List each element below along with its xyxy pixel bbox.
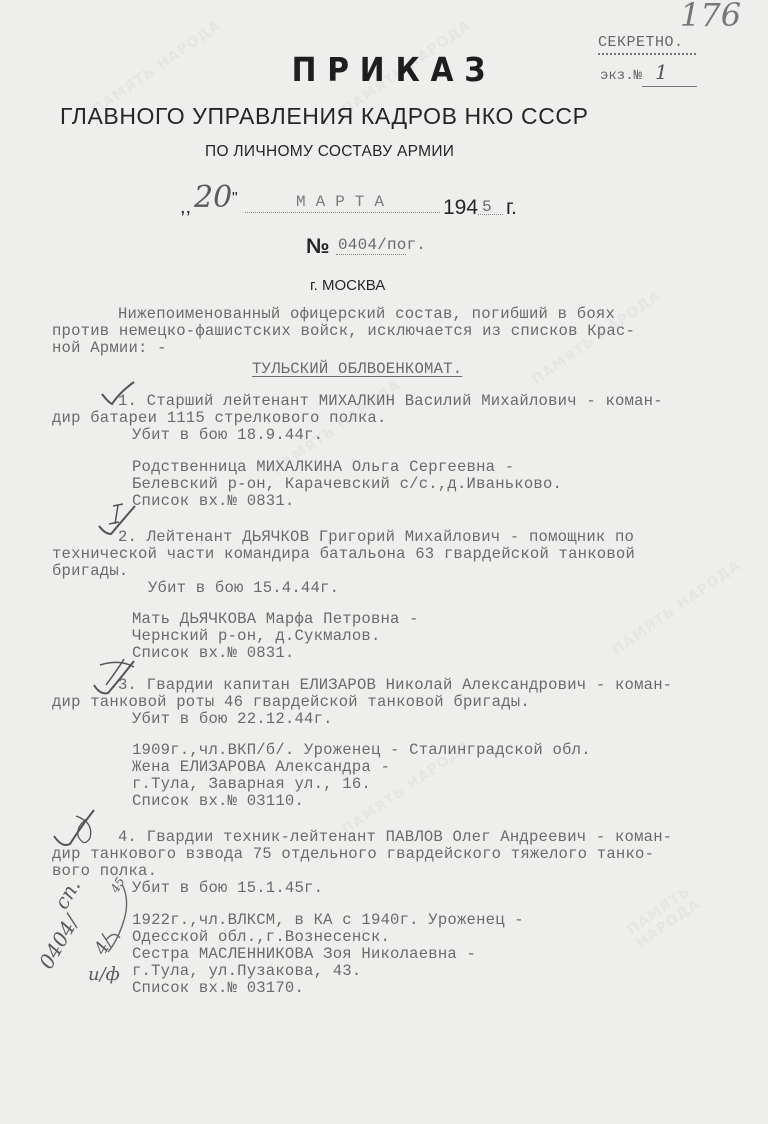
entry-line: Убит в бою 15.4.44г.: [148, 579, 340, 597]
margin-note: 0404/: [34, 911, 84, 973]
entry-detail: Список вх.№ 0831.: [132, 644, 295, 662]
order-number-line: [336, 254, 406, 255]
entry-line: Убит в бою 15.1.45г.: [132, 879, 324, 897]
copy-number: 1: [655, 60, 668, 84]
page-number: 176: [680, 0, 742, 34]
date-year-unit: г.: [506, 196, 517, 219]
entry-detail: Мать ДЬЯЧКОВА Марфа Петровна -: [132, 610, 419, 628]
entry-detail: Список вх.№ 03170.: [132, 979, 305, 997]
entry-detail: Белевский р-он, Карачевский с/с.,д.Иваньково.: [132, 475, 563, 493]
classification-stamp: СЕКРЕТНО.: [598, 34, 684, 51]
year-dotted-line: [478, 214, 503, 215]
entry-line: 2. Лейтенант ДЬЯЧКОВ Григорий Михайлович - помощник по: [118, 528, 635, 546]
date-year-prefix: 194: [443, 196, 479, 219]
entry-detail: г.Тула, ул.Пузакова, 43.: [132, 962, 362, 980]
entry-detail: Список вх.№ 0831.: [132, 492, 295, 510]
check-mark-icon: [95, 500, 145, 540]
date-open-quote: ,,: [180, 196, 192, 218]
entry-line: 4. Гвардии техник-лейтенант ПАВЛОВ Олег Андреевич - коман-: [118, 828, 673, 846]
order-number-label: №: [306, 235, 330, 258]
document-subtitle: ГЛАВНОГО УПРАВЛЕНИЯ КАДРОВ НКО СССР: [60, 103, 589, 129]
entry-detail: Одесской обл.,г.Вознесенск.: [132, 928, 391, 946]
entry-detail: Чернский р-он, д.Сукмалов.: [132, 627, 381, 645]
order-city: г. МОСКВА: [310, 277, 386, 294]
entry-detail: Сестра МАСЛЕННИКОВА Зоя Николаевна -: [132, 945, 477, 963]
intro-line-2: против немецко-фашистских войск, исключается из списков Крас-: [52, 322, 636, 340]
entry-detail: Родственница МИХАЛКИНА Ольга Сергеевна -: [132, 458, 515, 476]
entry-detail: г.Тула, Заварная ул., 16.: [132, 775, 371, 793]
date-month: М А Р Т А: [296, 193, 385, 211]
watermark: [609, 557, 744, 658]
date-day: 20: [194, 180, 233, 215]
entry-detail: Список вх.№ 03110.: [132, 792, 305, 810]
entry-detail: Жена ЕЛИЗАРОВА Александра -: [132, 758, 391, 776]
margin-note: 4/: [90, 932, 118, 959]
date-dotted-line: [245, 212, 440, 213]
signature-icon: [100, 880, 135, 960]
document-subtitle-2: ПО ЛИЧНОМУ СОСТАВУ АРМИИ: [205, 143, 455, 160]
copy-label: экз.№: [600, 68, 643, 84]
entry-line: дир батареи 1115 стрелкового полка.: [52, 409, 387, 427]
check-mark-icon: [90, 655, 145, 700]
date-close-quote: ": [232, 190, 238, 207]
entry-line: Убит в бою 18.9.44г.: [132, 426, 324, 444]
entry-detail: 1922г.,чл.ВЛКСМ, в КА с 1940г. Уроженец -: [132, 911, 524, 929]
entry-line: дир танковой роты 46 гвардейской танковой бригады.: [52, 693, 530, 711]
entry-detail: 1909г.,чл.ВКП/б/. Уроженец - Сталинградской обл.: [132, 741, 591, 759]
margin-note: и/ф: [88, 964, 120, 985]
entry-line: технической части командира батальона 63 гвардейской танковой: [52, 545, 636, 563]
intro-line-1: Нижепоименованный офицерский состав, погибший в боях: [118, 305, 616, 323]
entry-line: дир танкового взвода 75 отдельного гвардейского тяжелого танко-: [52, 845, 655, 863]
entry-line: 1. Старший лейтенант МИХАЛКИН Василий Михайлович - коман-: [118, 392, 663, 410]
intro-line-3: ной Армии: -: [52, 339, 167, 357]
margin-note: сп.: [49, 874, 86, 914]
section-heading: ТУЛЬСКИЙ ОБЛВОЕНКОМАТ.: [252, 360, 463, 378]
margin-note: 45: [107, 874, 128, 896]
entry-line: 3. Гвардии капитан ЕЛИЗАРОВ Николай Александрович - коман-: [118, 676, 673, 694]
entry-line: вого полка.: [52, 862, 158, 880]
entry-line: бригады.: [52, 562, 129, 580]
order-number: 0404/пог.: [338, 236, 427, 254]
date-year-suffix: 5: [482, 198, 492, 216]
document-title: ПРИКАЗ: [291, 50, 497, 89]
check-mark-icon: [100, 380, 140, 410]
entry-line: Убит в бою 22.12.44г.: [132, 710, 333, 728]
check-mark-icon: [50, 808, 110, 858]
